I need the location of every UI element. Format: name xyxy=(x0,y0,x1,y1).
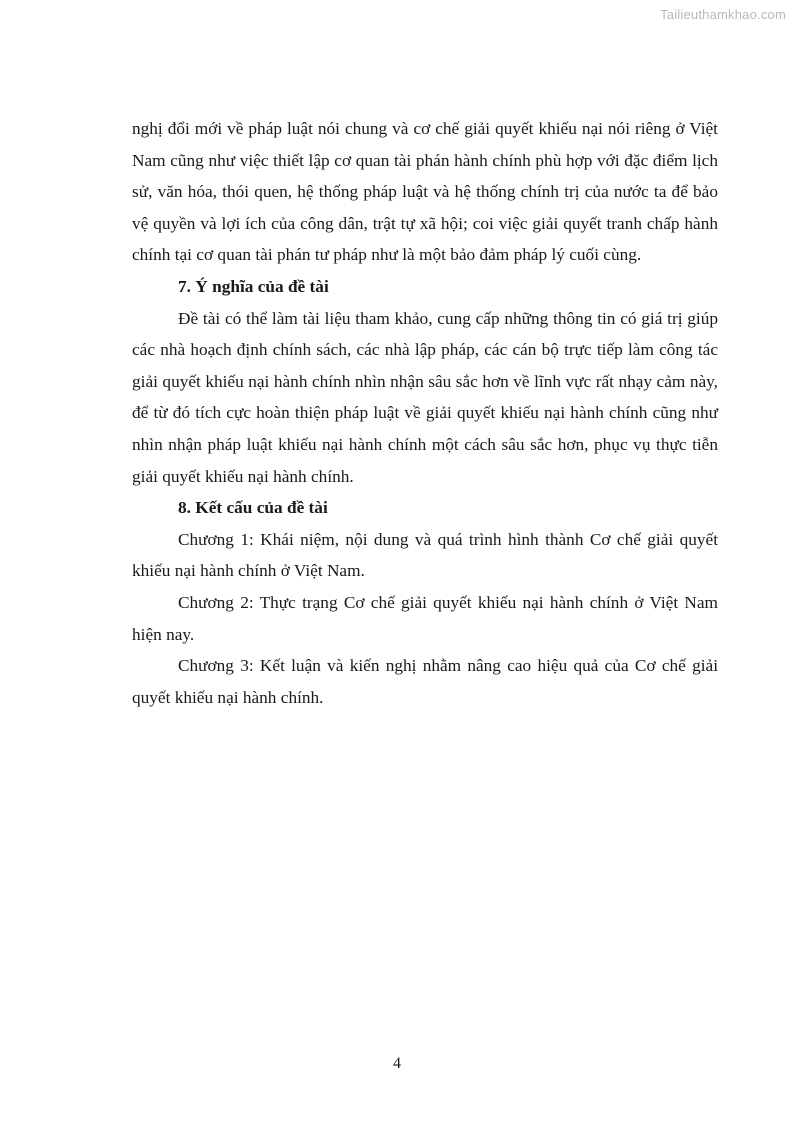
paragraph-chapter-1: Chương 1: Khái niệm, nội dung và quá trình hình thành Cơ chế giải quyết khiếu nại hành chính ở Việt Nam. xyxy=(132,529,718,581)
paragraph-chapter-3: Chương 3: Kết luận và kiến nghị nhằm nâng cao hiệu quả của Cơ chế giải quyết khiếu nại hành chính. xyxy=(132,656,718,707)
paragraph-chapter-2: Chương 2: Thực trạng Cơ chế giải quyết khiếu nại hành chính ở Việt Nam hiện nay. xyxy=(132,592,718,644)
section-heading-7: 7. Ý nghĩa của đề tài xyxy=(178,276,329,296)
paragraph-intro-continuation: nghị đổi mới về pháp luật nói chung và cơ chế giải quyết khiếu nại nói riêng ở Việt Nam cũng như việc thiết lập cơ quan tài phán hành chính phù hợp với đặc điểm lịch sử, văn hóa, thói quen, hệ thống pháp luật và hệ thống chính trị của nước ta để bảo vệ quyền và lợi ích của công dân, trật tự xã hội; coi việc giải quyết tranh chấp hành chính tại cơ quan tài phán tư pháp như là một bảo đảm pháp lý cuối cùng. xyxy=(132,119,718,265)
paragraph-significance: Đề tài có thể làm tài liệu tham khảo, cung cấp những thông tin có giá trị giúp các nhà hoạch định chính sách, các nhà lập pháp, các cán bộ trực tiếp làm công tác giải quyết khiếu nại hành chính nhìn nhận sâu sắc hơn về lĩnh vực rất nhạy cảm này, để từ đó tích cực hoàn thiện pháp luật về giải quyết khiếu nại hành chính cũng như nhìn nhận pháp luật khiếu nại hành chính một cách sâu sắc hơn, phục vụ thực tiễn giải quyết khiếu nại hành chính. xyxy=(132,308,718,486)
page-number: 4 xyxy=(393,1055,401,1072)
watermark-text: Tailieuthamkhao.com xyxy=(660,7,786,22)
document-body xyxy=(132,113,718,713)
section-heading-8: 8. Kết cấu của đề tài xyxy=(178,498,328,518)
